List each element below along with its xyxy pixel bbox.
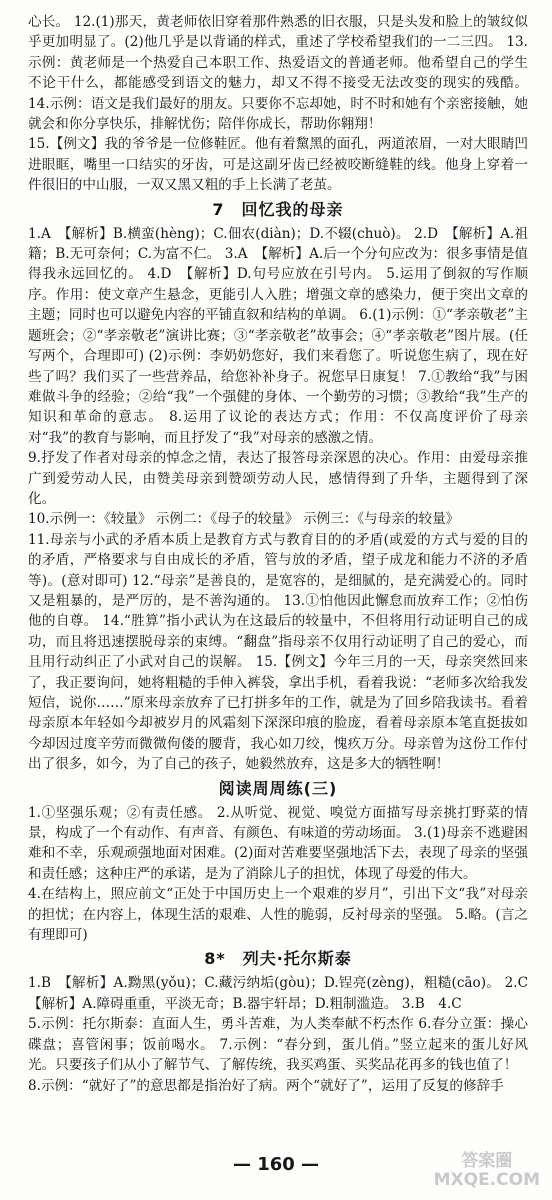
answer-paragraph: 1.B 【解析】A.黝黑(yǒu)；C.藏污纳垢(gòu)；D.锃亮(zèng)，粗糙(cāo)。 2.C 【解析】A.障碍重重，平淡无奇；B.器宇轩昂；D.粗制滥造。 3.B 4.C xyxy=(28,975,542,1012)
watermark-line2: MXQE.COM xyxy=(433,1170,540,1190)
answer-paragraph: 1.A 【解析】B.横蛮(hèng)；C.佃农(diàn)；D.不辍(chuò)。 2.D 【解析】A.祖籍；B.无可奈何；C.为富不仁。 3.A 【解析】A.后一个分句应改为：很多事情是值得我永远回忆的。 4.D 【解析】D.句号应放在引号内。 5.运用了倒叙的写作顺序。作用：使文章产生悬念，更能引人入胜；增强文章的感染力，便于突出文章的主题；同时也可以避免内容的平铺直叙和结构的单调。 6.(1)示例：①“孝亲敬老”主题班会；②“孝亲敬老”演讲比赛；③“孝亲敬老”故事会；④“孝亲敬老”图片展。(任写两个，合理即可) (2)示例：李奶奶您好，我们来看您了。听说您生病了，现在好些了吗？我们买了一些营养品，给您补补身子。祝您早日康复！ 7.①教给“我”与困难做斗争的经验；②给“我”一个强健的身体、一个勤劳的习惯；③教给“我”生产的知识和革命的意志。 8.运用了议论的表达方式；作用：不仅高度评价了母亲对“我”的教育与影响，而且抒发了“我”对母亲的感激之情。 xyxy=(28,225,528,446)
watermark-logo xyxy=(434,1152,540,1190)
answer-paragraph: 4.在结构上，照应前文“正处于中国历史上一个艰难的岁月”，引出下文“我”对母亲的担忧；在内容上，体现生活的艰难、人性的脆弱，反衬母亲的坚强。 5.略。(言之有理即可) xyxy=(28,886,528,944)
answer-page xyxy=(28,12,542,1096)
answer-paragraph: 11.母亲与小武的矛盾本质上是教育方式与教育目的的矛盾(或爱的方式与爱的目的的矛盾，严格要求与自由成长的矛盾，管与放的矛盾，望子成龙和能力不济的矛盾等)。(意对即可) 12.“母亲”是善良的，是宽容的，是细腻的，是充满爱心的。同时又是粗暴的，是严厉的，是不善沟通的。 13.①怕他因此懈怠而放弃工作；②怕伤他的自尊。 14.“胜算”指小武认为在这最后的较量中，不但将用行动证明自己的成功，而且将迅速摆脱母亲的束缚。“翻盘”指母亲不仅用行动证明了自己的爱心，而且用行动纠正了小武对自己的误解。 15.【例文】今年三月的一天，母亲突然回来了，我正要询问，她将粗糙的手伸入裤袋，拿出手机，看着我说：“老师多次给我发短信，说你……”原来母亲放弃了已打拼多年的工作，就是为了回乡陪我读书。看着母亲原本年轻如今却被岁月的风霜刻下深深印痕的脸庞，看着母亲原本笔直挺拔如今却因过度辛劳而微微佝偻的腰背，我心如刀绞，愧疚万分。母亲曾为这份工作付出了很多，如今，为了自己的孩子，她毅然放弃，这是多大的牺牲啊！ xyxy=(28,531,528,773)
answer-paragraph: 1.①坚强乐观；②有责任感。 2.从听觉、视觉、嗅觉方面描写母亲挑打野菜的情景，构成了一个有动作、有声音、有颜色、有味道的劳动场面。 3.(1)母亲不逃避困难和不幸，乐观顽强地面对困难。(2)面对苦难要坚强地活下去，表现了母亲的坚强和责任感；这种庄严的承诺，是为了消除儿子的担忧，体现了母爱的伟大。 xyxy=(28,804,528,882)
answer-paragraph: 心长。 12.(1)那天，黄老师依旧穿着那件熟悉的旧衣服，只是头发和脸上的皱纹似乎更加明显了。(2)他几乎是以背诵的样式，重述了学校希望我们的一二三四。 13.示例：黄老师是一个热爱自己本职工作、热爱语文的普通老师。他希望自己的学生不论干什么，都能感受到语文的魅力，却又不得不接受无法改变的现实的残酷。 14.示例：语文是我们最好的朋友。只要你不忘却她，时不时和她有个亲密接触，她就会和你分享快乐，排解忧伤；陪伴你成长，帮助你翱翔！ xyxy=(28,14,533,133)
answer-paragraph: 8.示例：“就好了”的意思都是指治好了病。两个“就好了”，运用了反复的修辞手 xyxy=(28,1077,504,1094)
section-heading: 8* 列夫·托尔斯泰 xyxy=(204,949,352,969)
answer-paragraph: 15.【例文】我的爷爷是一位修鞋匠。他有着黧黑的面孔，两道浓眉，一对大眼睛凹进眼眶，嘴里一口结实的牙齿，可是这副牙齿已经被咬断缝鞋的线。他身上穿着一件很旧的中山服，一双又黑又粗的手上长满了老茧。 xyxy=(28,136,528,194)
section-heading: 7 回忆我的母亲 xyxy=(212,199,344,219)
answer-paragraph: 9.抒发了作者对母亲的悼念之情，表达了报答母亲深恩的决心。作用：由爱母亲推广到爱劳动人民，由赞美母亲到赞颂劳动人民，感情得到了升华，主题得到了深化。 xyxy=(28,450,528,507)
watermark-line1: 答案圈 xyxy=(461,1151,513,1171)
page-number: — 160 — xyxy=(232,1154,320,1175)
answer-paragraph: 10.示例一：《较量》 示例二：《母子的较量》 示例三：《与母亲的较量》 xyxy=(28,511,460,528)
section-heading: 阅读周周练(三) xyxy=(218,778,338,798)
answer-paragraph: 5.示例：托尔斯泰：直面人生，勇斗苦难，为人类奉献不朽杰作 6.春分立蛋：操心碟盘；喜管闲事；饭前喝水。 7.示例：“春分到，蛋儿俏。”竖立起来的蛋儿好风光。只要孩子们从小了解节气、了解传统，我买鸡蛋、买奖品花再多的钱也值了！ xyxy=(28,1016,528,1074)
